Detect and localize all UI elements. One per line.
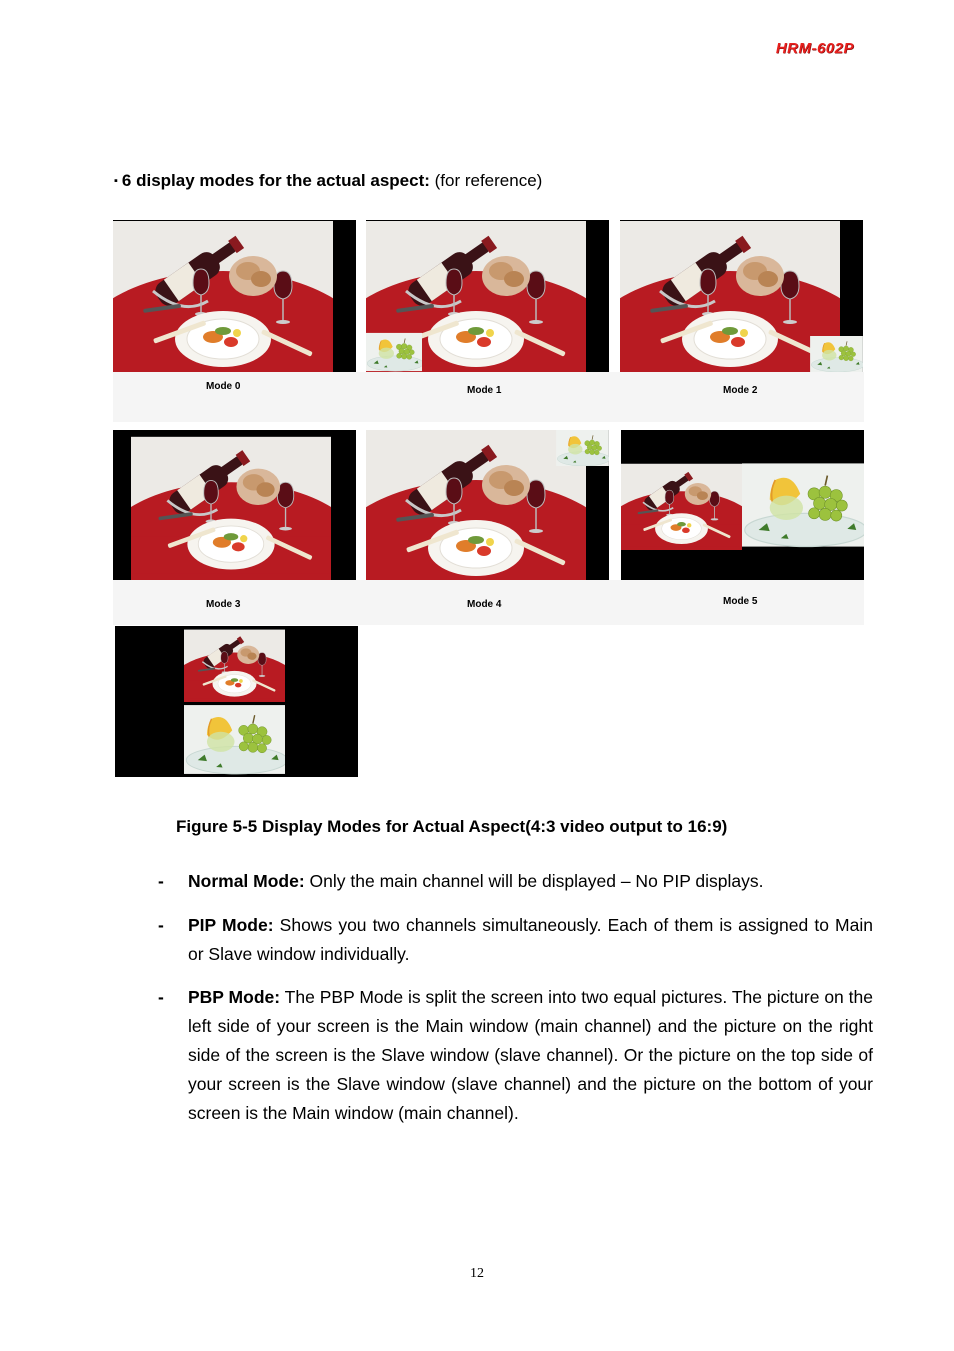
mode-1-image [366,220,609,372]
section-heading-note: (for reference) [434,171,543,190]
mode-4-label: Mode 4 [467,599,502,610]
bullet-pip-mode [158,911,878,971]
bullet-dash: - [158,871,164,891]
page-number: 12 [470,1266,484,1281]
label-band-row1 [113,372,864,422]
mode-5-image [621,430,864,580]
mode-3-label: Mode 3 [206,599,241,610]
mode-2-label: Mode 2 [723,385,758,396]
bullet-pbp-mode [158,983,878,1163]
bullet-text: The PBP Mode is split the screen into two equal pictures. The picture on the left side of your screen is the Main window (main channel) and the picture on the right side of the screen is the Slave window (slave channel). Or the picture on the top side of your screen is the Slave window (slave channel) and the picture on the bottom of your screen is the Main window (main channel). [188,987,874,1123]
mode-2-image [620,220,863,372]
mode-1-label: Mode 1 [467,385,502,396]
section-heading-bold: 6 display modes for the actual aspect: [121,171,430,190]
mode-4-image [366,430,609,580]
section-heading [114,171,542,191]
mode-0-image [113,220,356,372]
bullet-text: Only the main channel will be displayed – No PIP displays. [304,871,764,891]
bullet-dash: - [158,987,164,1007]
figure-caption: Figure 5-5 Display Modes for Actual Aspect(4:3 video output to 16:9) [176,817,728,836]
mode-3-image [113,430,356,580]
bullet-term: Normal Mode: [188,871,305,891]
bullet-square: ▪ [114,175,118,187]
mode-5-label: Mode 5 [723,596,758,607]
bullet-body [188,867,873,896]
bullet-normal-mode [158,867,878,897]
bullet-text: Shows you two channels simultaneously. Each of them is assigned to Main or Slave window individually. [188,915,873,964]
bullet-term: PBP Mode: [188,987,281,1007]
bullet-term: PIP Mode: [188,915,274,935]
header-model-name: HRM-602P [775,40,854,57]
mode-0-label: Mode 0 [206,381,241,392]
bullet-body [188,911,873,969]
mode-vertical-pbp-image [115,626,358,777]
bullet-dash: - [158,915,164,935]
bullet-body [188,983,873,1128]
